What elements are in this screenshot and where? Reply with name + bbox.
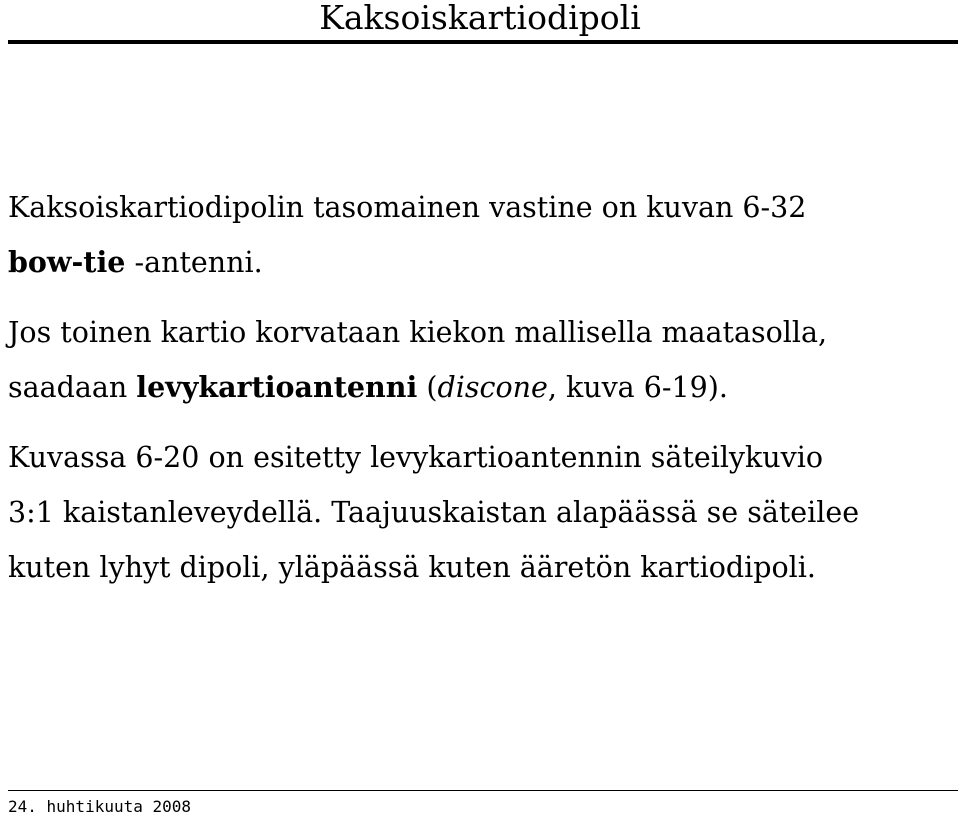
title-divider (8, 40, 958, 44)
paragraph-1-line-2-rest: -antenni. (125, 246, 263, 279)
paragraph-1-line-2 (8, 235, 953, 290)
paragraph-3-line-2: 3:1 kaistanleveydellä. Taajuuskaistan alapäässä se säteilee (8, 496, 860, 529)
paragraph-bow-tie (8, 180, 953, 290)
term-discone: discone (437, 371, 548, 404)
term-bow-tie: bow-tie (8, 245, 126, 279)
paragraph-discone (8, 305, 953, 415)
paragraph-2-line-1: Jos toinen kartio korvataan kiekon mallisella maatasolla, (8, 316, 828, 349)
paragraph-2-open-paren: ( (417, 371, 438, 404)
paragraph-2-line-2-end: , kuva 6-19). (547, 371, 728, 404)
paragraph-radiation-pattern (8, 430, 953, 595)
paragraph-3-line-3: kuten lyhyt dipoli, yläpäässä kuten ääretön kartiodipoli. (8, 551, 816, 584)
footer-date: 24. huhtikuuta 2008 (8, 797, 192, 816)
paragraph-3-line-1: Kuvassa 6-20 on esitetty levykartioantennin säteilykuvio (8, 441, 824, 474)
slide-title: Kaksoiskartiodipoli (319, 0, 641, 37)
term-levykartioantenni: levykartioantenni (136, 370, 418, 404)
paragraph-2-line-2 (8, 360, 953, 415)
footer-divider (8, 790, 958, 791)
paragraph-2-line-2-start: saadaan (8, 371, 137, 404)
paragraph-1-line-1: Kaksoiskartiodipolin tasomainen vastine on kuvan 6-32 (8, 191, 807, 224)
slide-body (8, 180, 953, 610)
